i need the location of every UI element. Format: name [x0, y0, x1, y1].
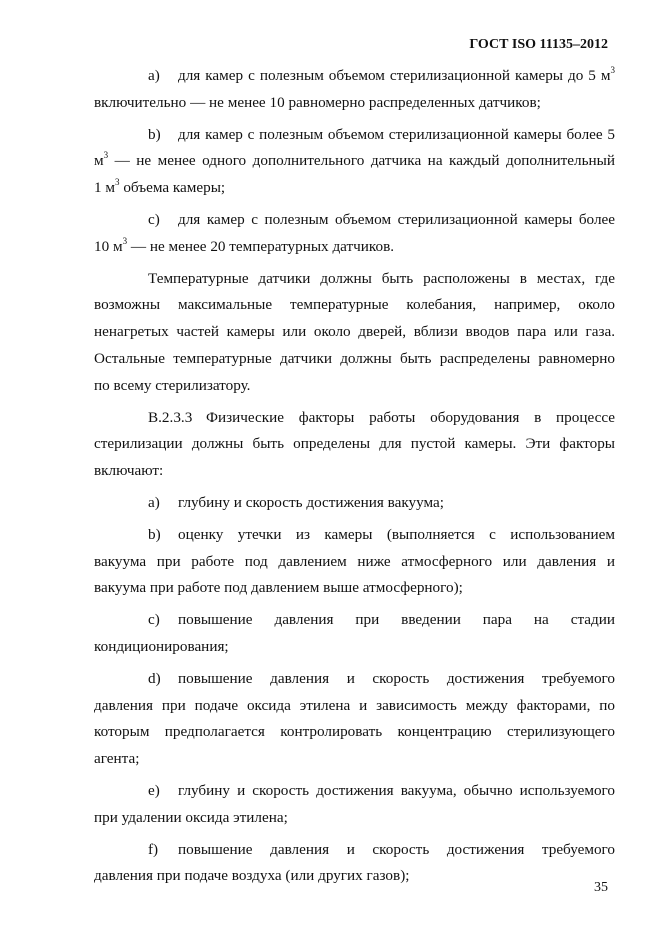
- item-marker: c): [148, 611, 160, 629]
- page-content: [94, 63, 615, 890]
- list-item: a) для камер с полезным объемом стерилизационной камеры до 5 $м^3$ включительно — не менее 10 равномерно распределенных датчиков;: [94, 65, 615, 111]
- list-item: c) для камер с полезным объемом стерилизационной камеры более 10 $м^3$ — не менее 20 температурных датчиков.: [94, 207, 615, 261]
- list-item: b) оценку утечки из камеры (выполняется с использованием вакуума при работе под давлением ниже атмосферного или давления и вакуума при работе под давлением выше атмосферного);: [94, 522, 615, 602]
- list-item: b) для камер с полезным объемом стерилизационной камеры более 5 $м^3$ — не менее одного дополнительного датчика на каждый дополнительный 1 $м^3$ объема камеры;: [94, 122, 615, 202]
- list-item: e) глубину и скорость достижения вакуума, обычно используемого при удалении оксида этилена;: [94, 778, 615, 832]
- paragraph-sensors: Температурные датчики должны быть расположены в местах, где возможны максимальные температурные колебания, например, около ненагретых частей камеры или около дверей, вблизи вводов пара или газа. Остальные температурные датчики должны быть распределены равномерно по всему стерилизатору.: [94, 269, 615, 394]
- list-item: c) повышение давления при введении пара на стадии кондиционирования;: [94, 607, 615, 661]
- item-marker: a): [148, 493, 160, 511]
- clause-paragraph: В.2.3.3 Физические факторы работы оборудования в процессе стерилизации должны быть определены для пустой камеры. Эти факторы включают:: [94, 405, 615, 485]
- list-item: f) повышение давления и скорость достижения требуемого давления при подаче воздуха (или других газов);: [94, 837, 615, 891]
- item-marker: e): [148, 781, 160, 799]
- list-item: d) повышение давления и скорость достижения требуемого давления при подаче оксида этилена и зависимость между факторами, по которым предполагается контролировать концентрацию стерилизующего агента;: [94, 666, 615, 773]
- page-number: 35: [594, 880, 608, 895]
- item-marker: b): [148, 125, 161, 143]
- item-marker: c): [148, 210, 160, 228]
- list-item: a) глубину и скорость достижения вакуума;: [94, 490, 615, 517]
- item-marker: a): [148, 67, 160, 84]
- document-header: ГОСТ ISO 11135–2012: [469, 37, 608, 52]
- item-marker: b): [148, 525, 161, 543]
- item-marker: d): [148, 669, 161, 687]
- item-marker: f): [148, 840, 159, 858]
- clause-number: В.2.3.3: [148, 408, 193, 426]
